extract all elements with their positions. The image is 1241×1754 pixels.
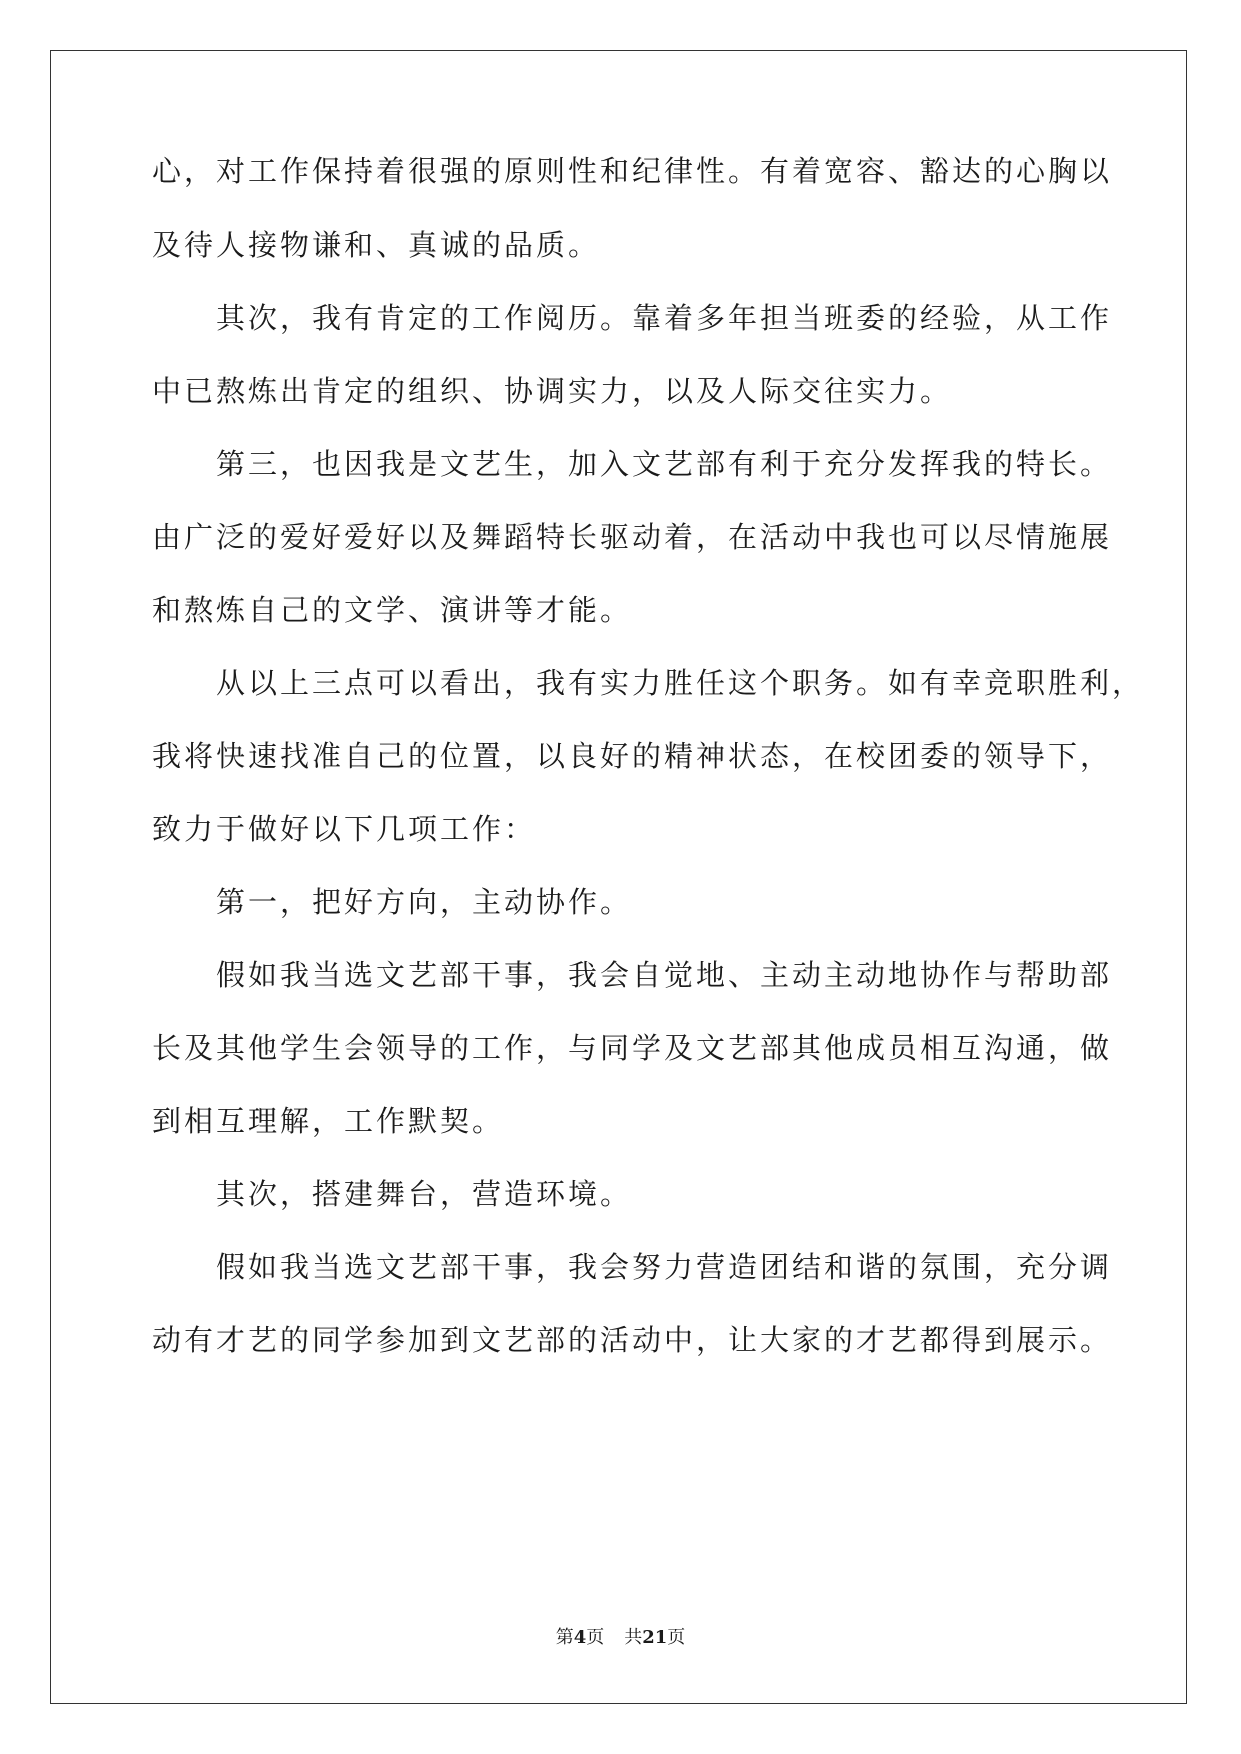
text-line: 及待人接物谦和、真诚的品质。 <box>152 228 601 262</box>
page-number: 4 <box>573 1627 587 1648</box>
text-line: 和熬炼自己的文学、演讲等才能。 <box>152 593 633 627</box>
text-line: 从以上三点可以看出，我有实力胜任这个职务。如有幸竞职胜利， <box>216 666 1145 700</box>
text-line: 第一，把好方向，主动协作。 <box>216 885 633 919</box>
page-suffix: 页 <box>586 1627 605 1648</box>
text-line: 中已熬炼出肯定的组织、协调实力，以及人际交往实力。 <box>152 374 953 408</box>
text-line: 其次，我有肯定的工作阅历。靠着多年担当班委的经验，从工作 <box>216 301 1113 335</box>
total-suffix: 页 <box>667 1627 686 1648</box>
text-line: 假如我当选文艺部干事，我会自觉地、主动主动地协作与帮助部 <box>216 958 1113 992</box>
total-pages: 21 <box>642 1627 668 1648</box>
total-prefix: 共 <box>624 1627 643 1648</box>
page-footer <box>0 1626 1241 1650</box>
text-line: 长及其他学生会领导的工作，与同学及文艺部其他成员相互沟通，做 <box>152 1031 1113 1065</box>
text-line: 我将快速找准自己的位置，以良好的精神状态，在校团委的领导下， <box>152 739 1113 773</box>
text-line: 由广泛的爱好爱好以及舞蹈特长驱动着，在活动中我也可以尽情施展 <box>152 520 1113 554</box>
text-line: 第三，也因我是文艺生，加入文艺部有利于充分发挥我的特长。 <box>216 447 1113 481</box>
text-line: 致力于做好以下几项工作： <box>152 812 537 846</box>
text-line: 心，对工作保持着很强的原则性和纪律性。有着宽容、豁达的心胸以 <box>152 154 1113 188</box>
page-prefix: 第 <box>555 1627 574 1648</box>
text-line: 假如我当选文艺部干事，我会努力营造团结和谐的氛围，充分调 <box>216 1250 1113 1284</box>
text-line: 动有才艺的同学参加到文艺部的活动中，让大家的才艺都得到展示。 <box>152 1323 1113 1357</box>
text-line: 其次，搭建舞台，营造环境。 <box>216 1177 633 1211</box>
text-line: 到相互理解，工作默契。 <box>152 1104 505 1138</box>
